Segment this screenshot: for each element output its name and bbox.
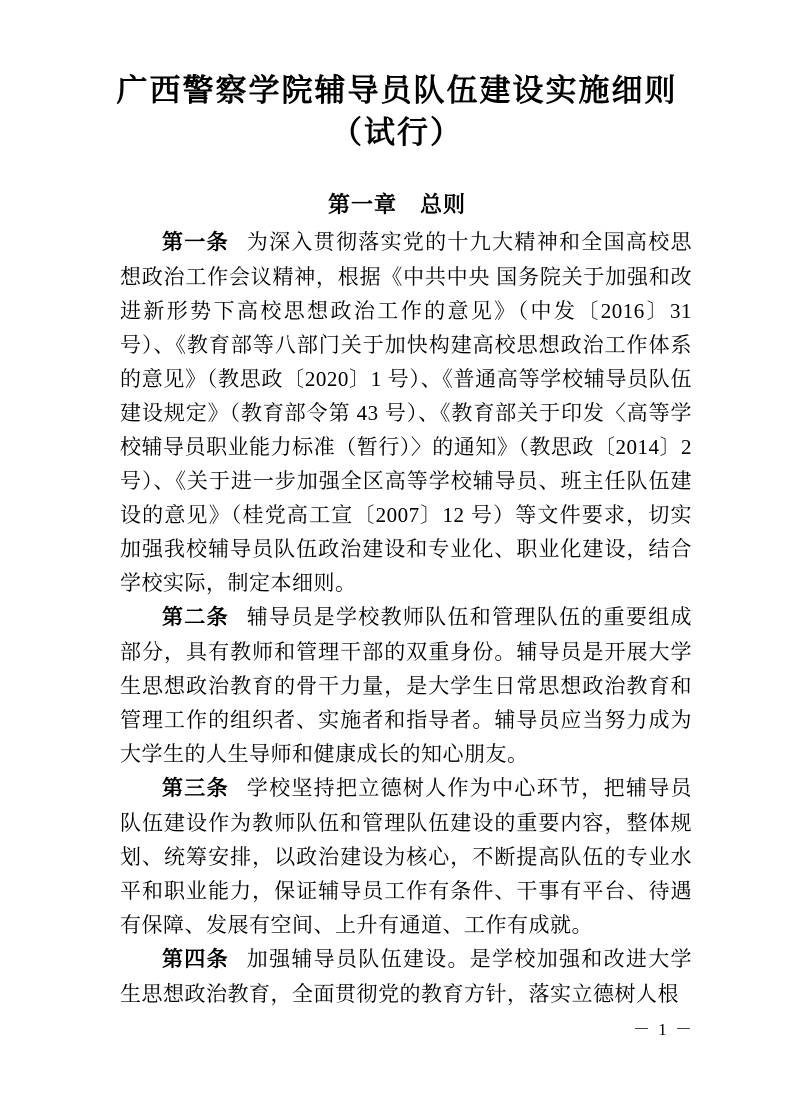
article-4-text: 加强辅导员队伍建设。是学校加强和改进大学生思想政治教育，全面贯彻党的教育方针，落实立德树人根	[120, 947, 693, 1006]
article-2	[120, 600, 692, 771]
document-title-line1: 广西警察学院辅导员队伍建设实施细则	[116, 73, 678, 108]
document-title-line2: （试行）	[331, 115, 463, 150]
article-2-text: 辅导员是学校教师队伍和管理队伍的重要组成部分，具有教师和管理干部的双重身份。辅导员是开展大学生思想政治教育的骨干力量，是大学生日常思想政治教育和管理工作的组织者、实施者和指导者。辅导员应当努力成为大学生的人生导师和健康成长的知心朋友。	[120, 605, 693, 766]
page-number: － 1 －	[633, 1020, 694, 1039]
document-title	[0, 0, 794, 154]
chapter-heading: 第一章 总则	[327, 192, 466, 217]
article-4-label: 第四条	[162, 948, 229, 971]
article-2-label: 第二条	[162, 606, 229, 629]
article-1	[120, 225, 692, 600]
document-body	[120, 225, 692, 1011]
article-3-label: 第三条	[162, 777, 229, 800]
article-4	[120, 942, 692, 1011]
article-1-label: 第一条	[162, 231, 229, 254]
article-3	[120, 771, 692, 942]
article-1-text: 为深入贯彻落实党的十九大精神和全国高校思想政治工作会议精神，根据《中共中央 国务院关于加强和改进新形势下高校思想政治工作的意见》（中发〔2016〕31 号）、《教育部等八部门关于加快构建高校思想政治工作体系的意见》（教思政〔2020〕1 号）、《普通高等学校辅导员队伍建设规定》（教育部令第 43 号）、《教育部关于印发〈高等学校辅导员职业能力标准（暂行）〉的通知》（教思政〔2014〕2 号）、《关于进一步加强全区高等学校辅导员、班主任队伍建设的意见》（桂党高工宣〔2007〕12 号）等文件要求，切实加强我校辅导员队伍政治建设和专业化、职业化建设，结合学校实际，制定本细则。	[120, 230, 693, 595]
article-3-text: 学校坚持把立德树人作为中心环节，把辅导员队伍建设作为教师队伍和管理队伍建设的重要内容，整体规划、统筹安排，以政治建设为核心，不断提高队伍的专业水平和职业能力，保证辅导员工作有条件、干事有平台、待遇有保障、发展有空间、上升有通道、工作有成就。	[120, 776, 693, 937]
